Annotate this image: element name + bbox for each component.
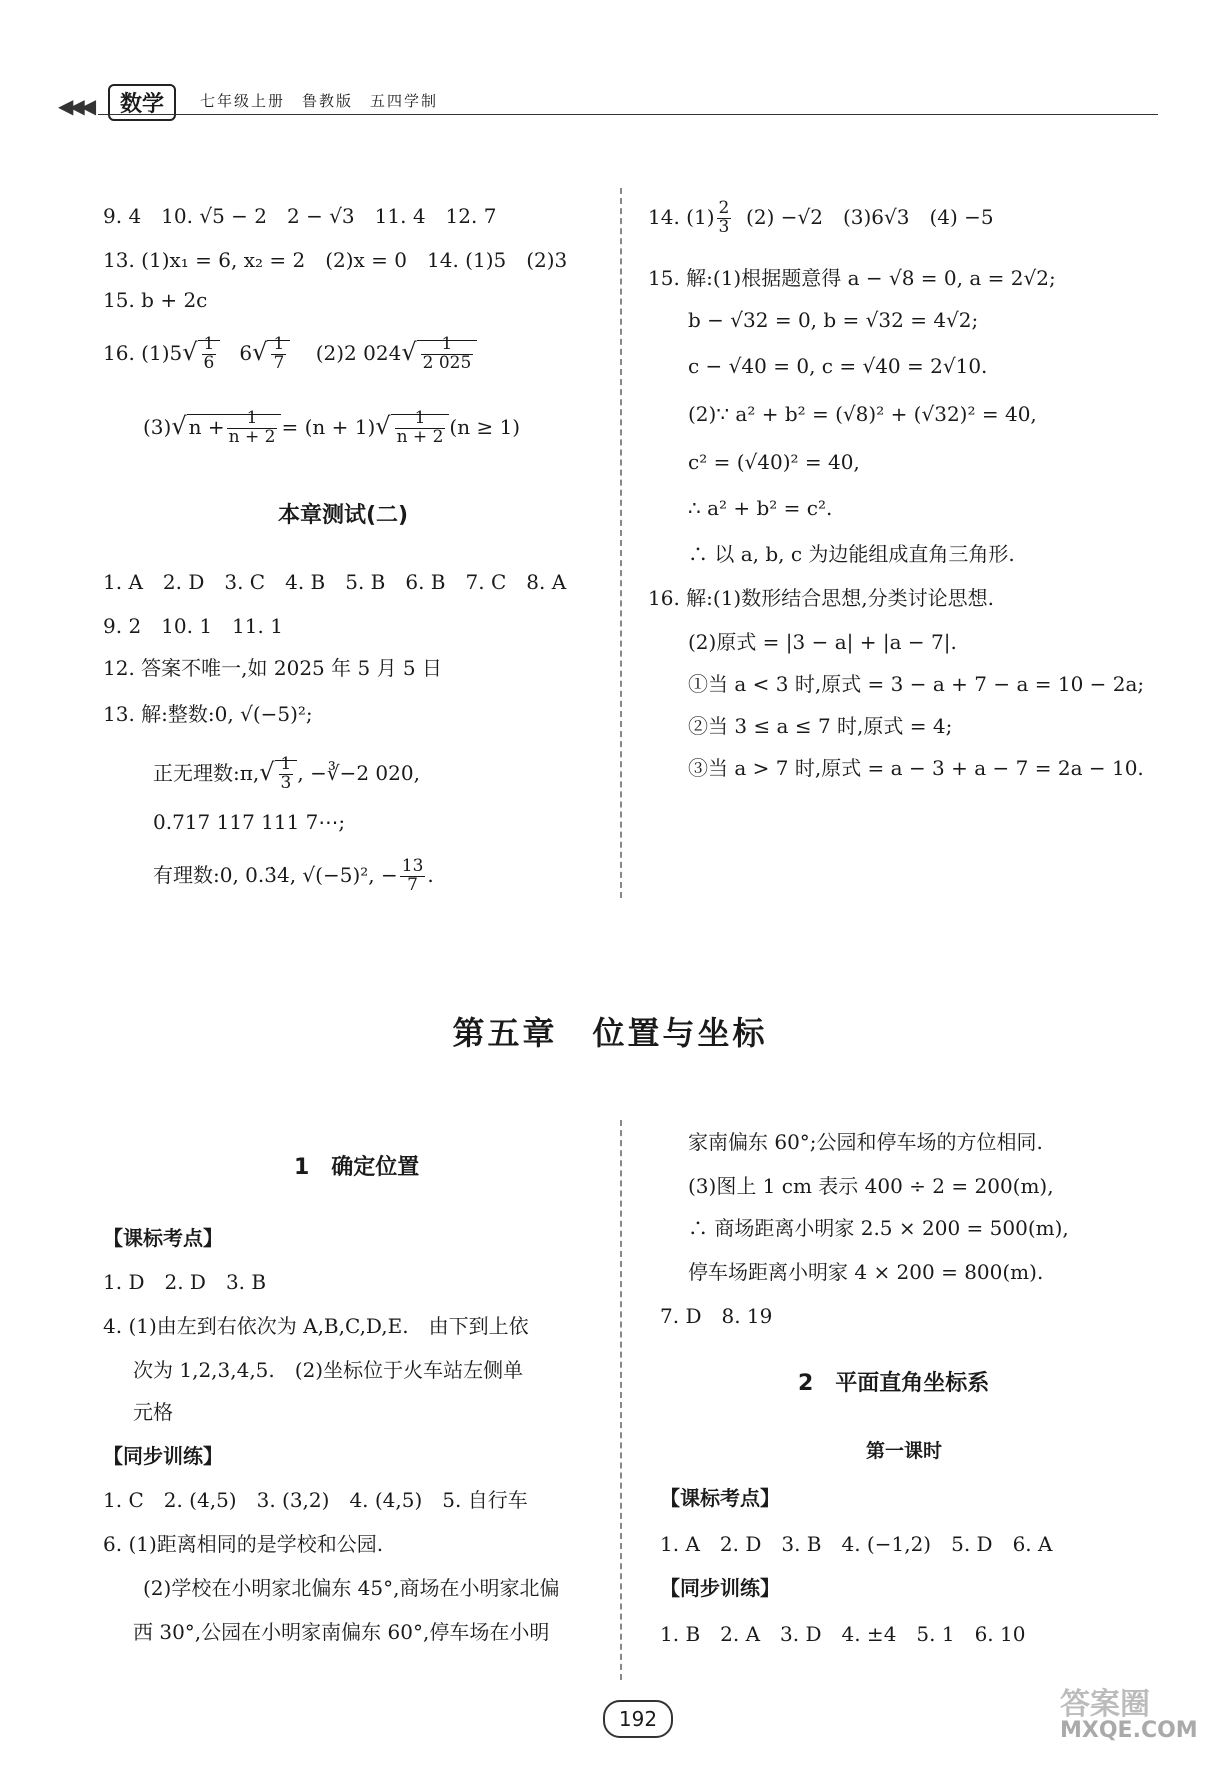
answer-line-irrational: 正无理数:π,√ $\frac{1}{3}$ , −∛−2 020, bbox=[153, 754, 420, 793]
header-ornament-icon: ◀◀◀ bbox=[58, 94, 93, 118]
sqrt-expression: √ $\frac{1}{n + 2}$ bbox=[375, 410, 449, 447]
answer-line: 16. 解:(1)数形结合思想,分类讨论思想. bbox=[648, 586, 994, 610]
fraction: $\frac{1}{6}$ bbox=[203, 334, 215, 373]
answer-line: 次为 1,2,3,4,5. (2)坐标位于火车站左侧单 bbox=[133, 1358, 524, 1382]
answer-line: b − √32 = 0, b = √32 = 4√2; bbox=[688, 308, 979, 332]
answer-line: c − √40 = 0, c = √40 = 2√10. bbox=[688, 354, 988, 378]
sqrt-expression: √ $\frac{1}{6}$ bbox=[182, 336, 220, 373]
column-divider bbox=[620, 1120, 622, 1680]
answer-line: ③当 a > 7 时,原式 = a − 3 + a − 7 = 2a − 10. bbox=[688, 756, 1144, 780]
sqrt-expression: √ $\frac{1}{2 025}$ bbox=[401, 336, 477, 373]
answer-line: (2)学校在小明家北偏东 45°,商场在小明家北偏 bbox=[143, 1576, 560, 1600]
section-title-1: 1 确定位置 bbox=[294, 1155, 420, 1180]
fraction: $\frac{2}{3}$ bbox=[718, 198, 730, 237]
answer-line: 7. D 8. 19 bbox=[660, 1304, 773, 1328]
page-header bbox=[58, 78, 1158, 118]
heading-practice: 【同步训练】 bbox=[660, 1576, 780, 1600]
sqrt-expression: √ $\frac{1}{7}$ bbox=[252, 336, 290, 373]
answer-line: (2)原式 = |3 − a| + |a − 7|. bbox=[688, 630, 957, 654]
chapter-title: 第五章 位置与坐标 bbox=[452, 1014, 768, 1052]
sqrt-expression: √ n + $\frac{1}{n + 2}$ bbox=[171, 410, 281, 447]
answer-line: (3)图上 1 cm 表示 400 ÷ 2 = 200(m), bbox=[688, 1174, 1054, 1198]
answer-line: 元格 bbox=[133, 1400, 173, 1424]
fraction: $\frac{1}{3}$ bbox=[280, 754, 292, 793]
answer-line: 1. A 2. D 3. C 4. B 5. B 6. B 7. C 8. A bbox=[103, 570, 567, 594]
page-number: 192 bbox=[603, 1700, 673, 1738]
fraction: $\frac{1}{n + 2}$ bbox=[396, 408, 444, 447]
heading-practice: 【同步训练】 bbox=[103, 1444, 223, 1468]
heading-key-points: 【课标考点】 bbox=[660, 1486, 780, 1510]
answer-line: 1. B 2. A 3. D 4. ±4 5. 1 6. 10 bbox=[660, 1622, 1026, 1646]
answer-line-16-3: (3)√ n + $\frac{1}{n + 2}$ = (n + 1)√ $\frac{1}{n + 2}$ (n ≥ 1) bbox=[143, 408, 521, 447]
fraction: $\frac{1}{2 025}$ bbox=[422, 334, 472, 373]
fraction: $\frac{1}{n + 2}$ bbox=[228, 408, 276, 447]
header-rule bbox=[98, 114, 1158, 115]
answer-line: ∴ 商场距离小明家 2.5 × 200 = 500(m), bbox=[688, 1216, 1069, 1240]
answer-line: 13. 解:整数:0, √(−5)²; bbox=[103, 702, 313, 726]
subject-badge: 数学 bbox=[108, 84, 176, 121]
answer-line: 1. A 2. D 3. B 4. (−1,2) 5. D 6. A bbox=[660, 1532, 1053, 1556]
answer-line: 13. (1)x₁ = 6, x₂ = 2 (2)x = 0 14. (1)5 (2)3 bbox=[103, 248, 568, 272]
answer-line: ②当 3 ≤ a ≤ 7 时,原式 = 4; bbox=[688, 714, 953, 738]
answer-line-14: 14. (1) $\frac{2}{3}$ (2) −√2 (3)6√3 (4) −5 bbox=[648, 198, 994, 237]
answer-line: 6. (1)距离相同的是学校和公园. bbox=[103, 1532, 384, 1556]
answer-line: 15. b + 2c bbox=[103, 288, 208, 312]
answer-line: 4. (1)由左到右依次为 A,B,C,D,E. 由下到上依 bbox=[103, 1314, 529, 1338]
answer-line: c² = (√40)² = 40, bbox=[688, 450, 860, 474]
answer-line: 15. 解:(1)根据题意得 a − √8 = 0, a = 2√2; bbox=[648, 266, 1056, 290]
answer-line: 停车场距离小明家 4 × 200 = 800(m). bbox=[688, 1260, 1044, 1284]
answer-line: ①当 a < 3 时,原式 = 3 − a + 7 − a = 10 − 2a; bbox=[688, 672, 1145, 696]
fraction: $\frac{1}{7}$ bbox=[273, 334, 285, 373]
watermark: 答案圈 MXQE.COM bbox=[1060, 1687, 1198, 1743]
section-title-test2: 本章测试(二) bbox=[278, 503, 409, 528]
answer-line: 0.717 117 111 7⋯; bbox=[153, 810, 346, 834]
fraction: $\frac{13}{7}$ bbox=[401, 856, 424, 895]
answer-line: 9. 2 10. 1 11. 1 bbox=[103, 614, 283, 638]
answer-line: 1. D 2. D 3. B bbox=[103, 1270, 267, 1294]
section-title-2: 2 平面直角坐标系 bbox=[798, 1371, 990, 1396]
lesson-subtitle: 第一课时 bbox=[866, 1440, 943, 1462]
answer-line: (2)∵ a² + b² = (√8)² + (√32)² = 40, bbox=[688, 402, 1037, 426]
book-info: 七年级上册 鲁教版 五四学制 bbox=[200, 92, 439, 110]
answer-line-16-1: 16. (1)5√ $\frac{1}{6}$ 6√ $\frac{1}{7}$ (2)2 024√ $\frac{1}{2 025}$ bbox=[103, 336, 477, 373]
answer-line-rational: 有理数:0, 0.3̇4̇, √(−5)², − $\frac{13}{7}$ . bbox=[153, 856, 434, 895]
answer-line: 家南偏东 60°;公园和停车场的方位相同. bbox=[688, 1130, 1043, 1154]
answer-line: ∴ 以 a, b, c 为边能组成直角三角形. bbox=[688, 542, 1015, 566]
answer-line: 9. 4 10. √5 − 2 2 − √3 11. 4 12. 7 bbox=[103, 204, 497, 228]
answer-line: 1. C 2. (4,5) 3. (3,2) 4. (4,5) 5. 自行车 bbox=[103, 1488, 528, 1512]
column-divider bbox=[620, 188, 622, 898]
answer-line: 西 30°,公园在小明家南偏东 60°,停车场在小明 bbox=[133, 1620, 550, 1644]
answer-line: 12. 答案不唯一,如 2025 年 5 月 5 日 bbox=[103, 656, 443, 680]
heading-key-points: 【课标考点】 bbox=[103, 1226, 223, 1250]
sqrt-expression: √ $\frac{1}{3}$ bbox=[259, 756, 297, 793]
answer-line: ∴ a² + b² = c². bbox=[688, 496, 833, 520]
